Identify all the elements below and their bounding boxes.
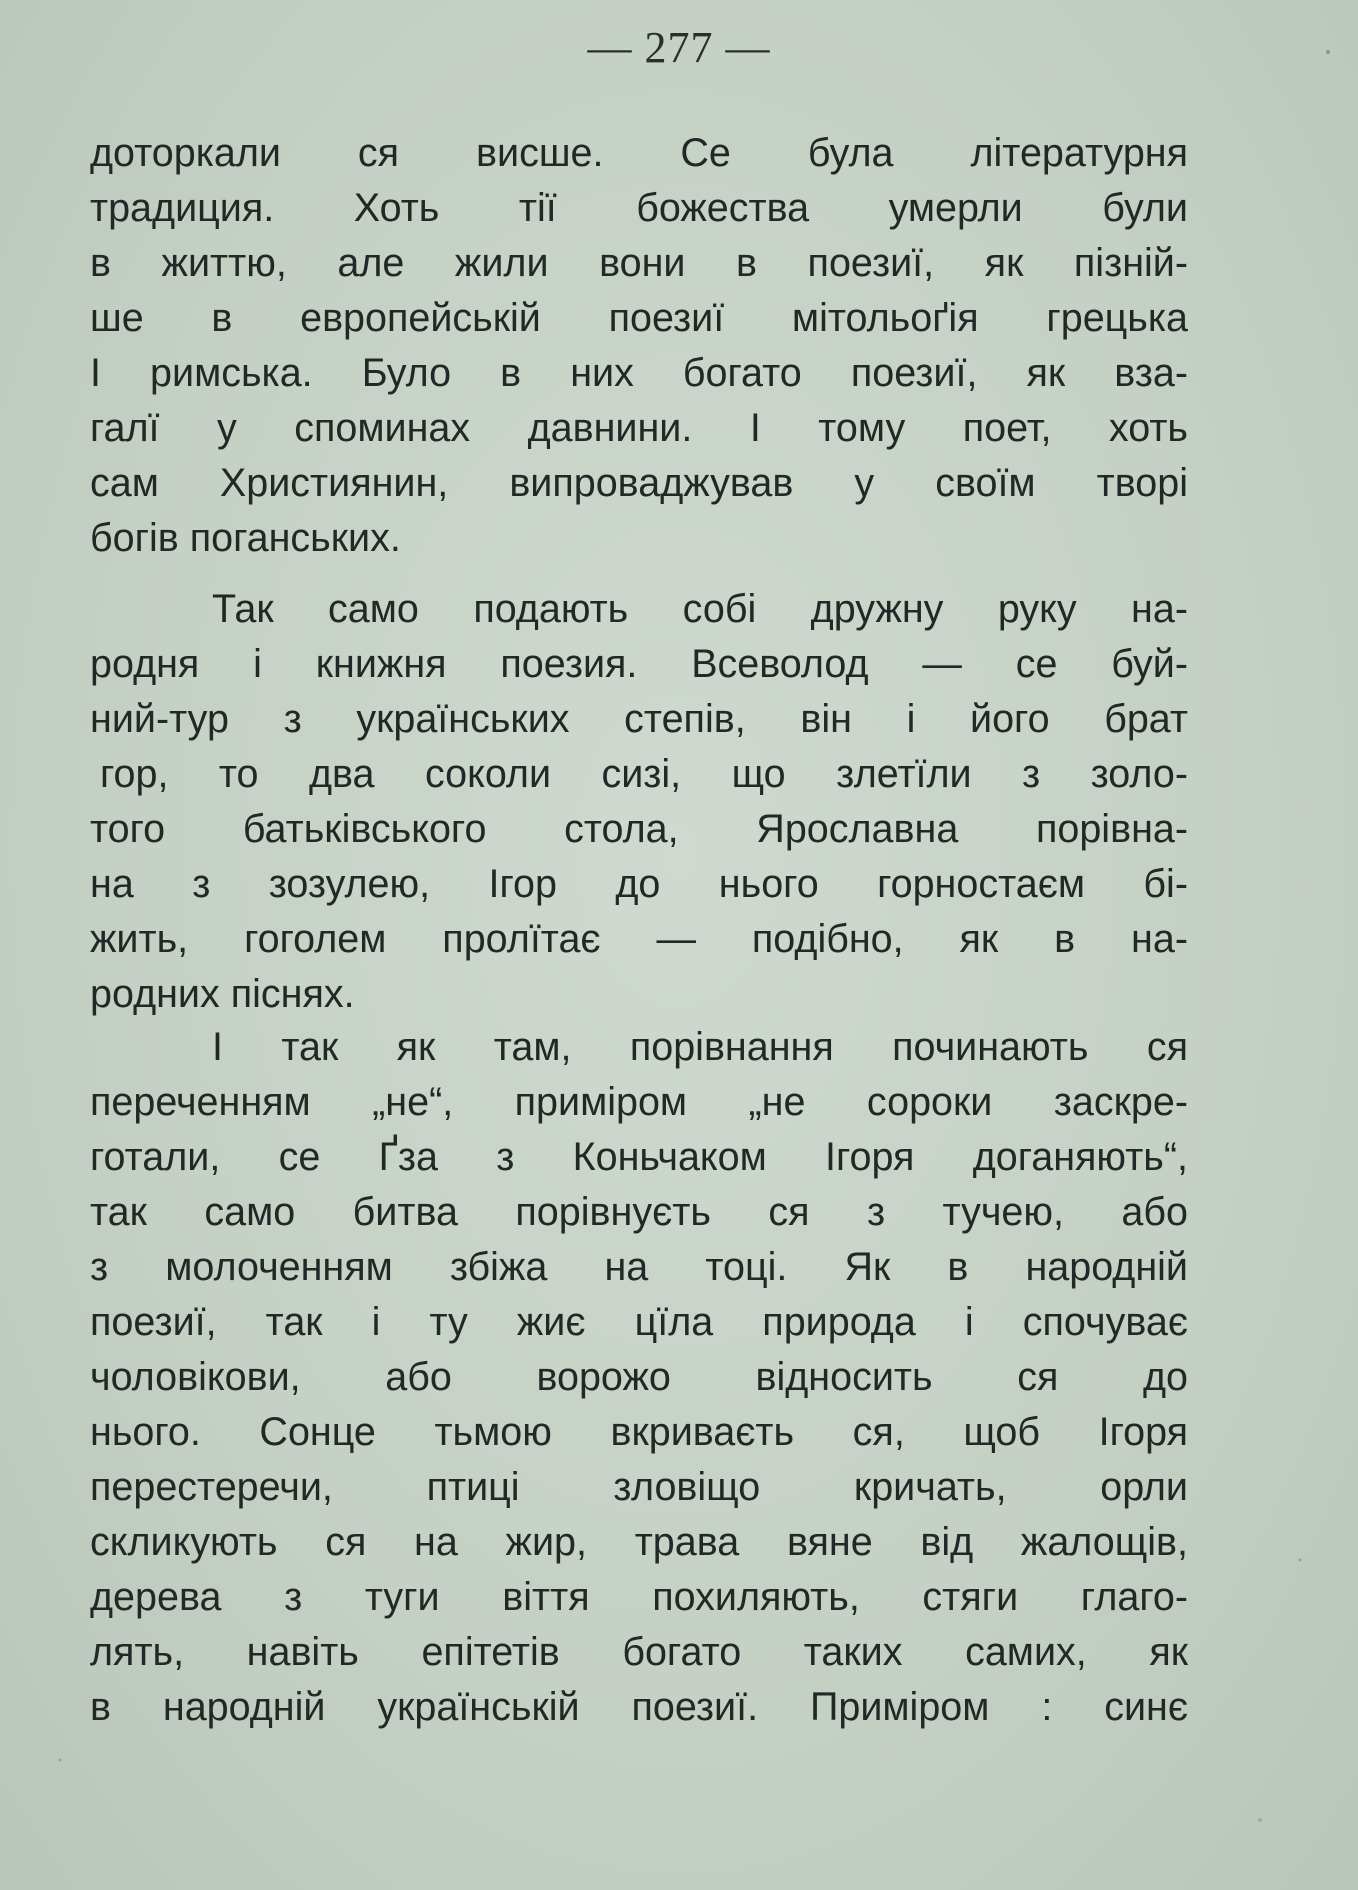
- text-line: сам Християнин, випроваджував у своїм творі: [90, 461, 1188, 505]
- text-line: так само битва порівнуєть ся з тучею, або: [90, 1190, 1188, 1234]
- paragraph-1: [90, 126, 1188, 566]
- text-line: того батьківського стола, Ярославна порівна-: [90, 807, 1188, 851]
- text-line: на з зозулею, Ігор до нього горностаєм бі-: [90, 862, 1188, 906]
- text-line: гор, то два соколи сизі, що злетїли з золо-: [100, 752, 1188, 796]
- text-line: лять, навіть епітетів богато таких самих, як: [90, 1630, 1188, 1674]
- text-line: ше в европейській поезиї мітольоґія грецька: [90, 296, 1188, 340]
- text-line: готали, се Ґза з Коньчаком Ігоря доганяють“,: [90, 1135, 1188, 1179]
- text-line: богів поганських.: [90, 516, 401, 560]
- text-line: І так як там, порівнання починають ся: [212, 1025, 1188, 1069]
- text-line: традиция. Хоть тії божества умерли були: [90, 186, 1188, 230]
- text-line: родня і книжня поезия. Всеволод — се буй-: [90, 642, 1188, 686]
- text-line: поезиї, так і ту жиє цїла природа і спочуває: [90, 1300, 1188, 1344]
- paragraph-3: [90, 1020, 1188, 1735]
- text-line: дерева з туги віття похиляють, стяги глаго-: [90, 1575, 1188, 1619]
- text-line: перестеречи, птиці зловіщо кричать, орли: [90, 1465, 1188, 1509]
- text-line: переченням „не“, приміром „не сороки заскре-: [90, 1080, 1188, 1124]
- text-line: галї у споминах давнини. І тому поет, хоть: [90, 406, 1188, 450]
- text-line: ний-тур з українських степів, він і його брат: [90, 697, 1188, 741]
- text-line: Так само подають собі дружну руку на-: [212, 587, 1188, 631]
- text-line: чоловікови, або ворожо відносить ся до: [90, 1355, 1188, 1399]
- text-line: нього. Сонце тьмою вкриваєть ся, щоб Ігоря: [90, 1410, 1188, 1454]
- paragraph-2: [90, 582, 1188, 1022]
- text-line: в народній українській поезиї. Приміром : синє: [90, 1685, 1188, 1729]
- text-line: з молоченням збіжа на тоці. Як в народній: [90, 1245, 1188, 1289]
- text-line: жить, гоголем пролїтає — подібно, як в на-: [90, 917, 1188, 961]
- text-line: в життю, але жили вони в поезиї, як пізній-: [90, 241, 1188, 285]
- text-line: скликують ся на жир, трава вяне від жалощів,: [90, 1520, 1188, 1564]
- text-line: І римська. Було в них богато поезиї, як вза-: [90, 351, 1188, 395]
- text-line: доторкали ся висше. Се була літературня: [90, 131, 1188, 175]
- page-number: — 277 —: [587, 23, 771, 72]
- text-line: родних піснях.: [90, 972, 355, 1016]
